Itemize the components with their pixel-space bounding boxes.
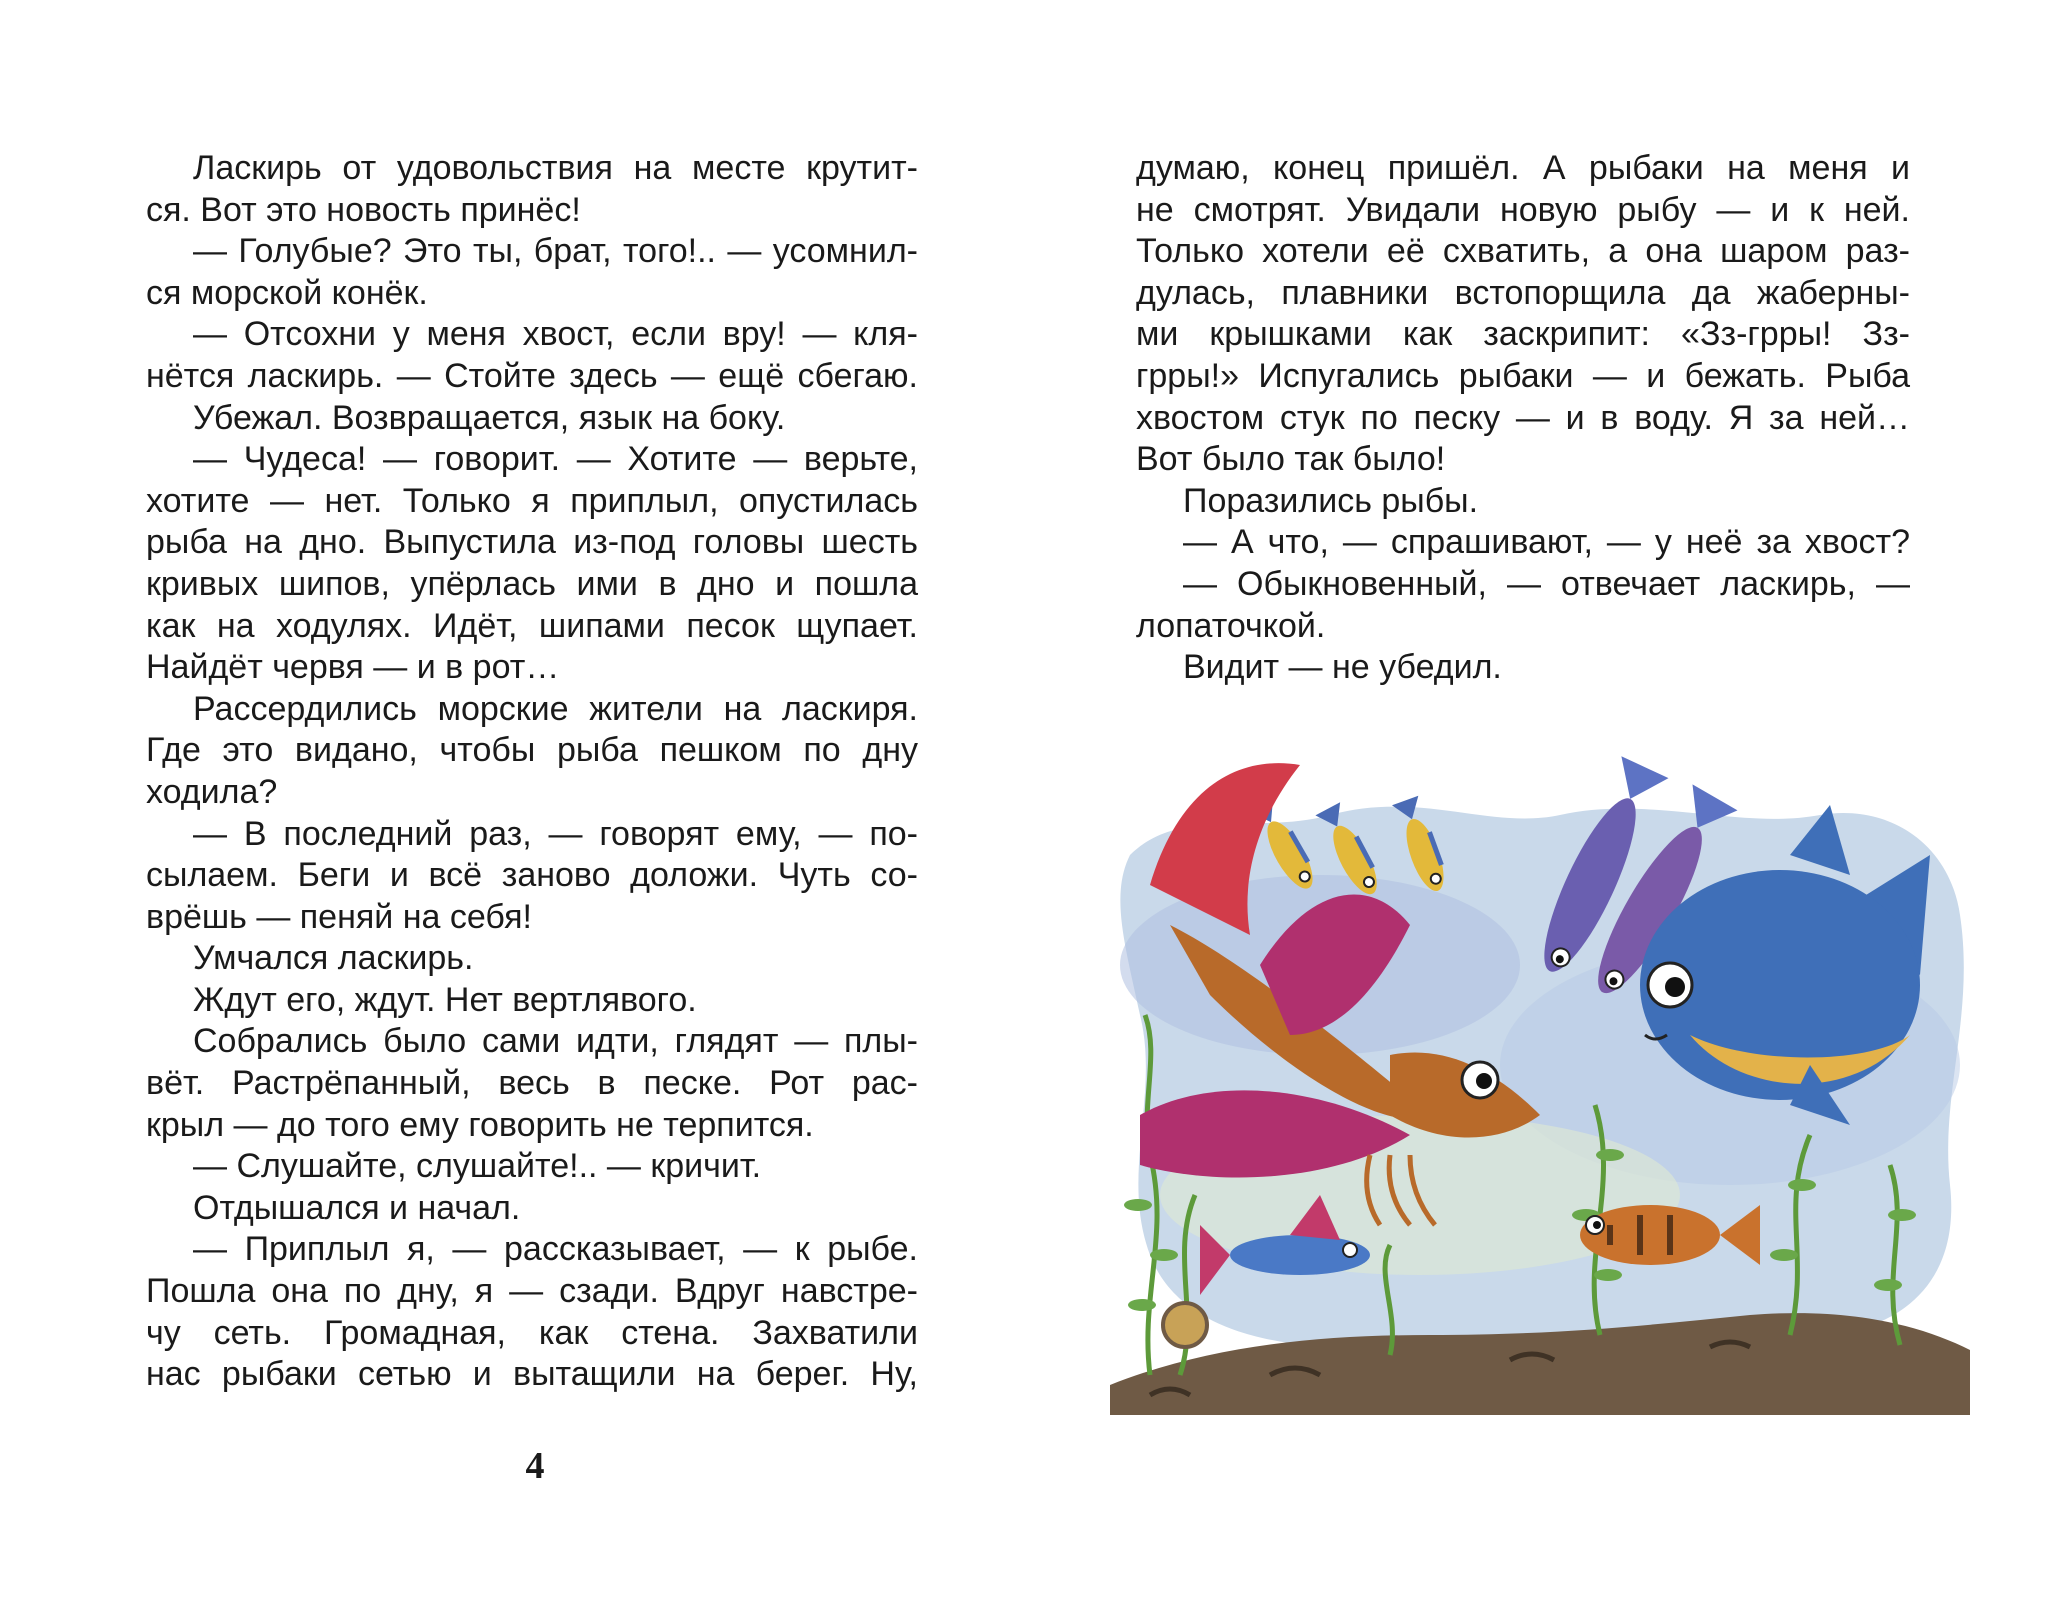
text-line: ходила? — [146, 772, 278, 811]
text-line: Найдёт червя — и в рот… — [146, 648, 560, 687]
text-line: — Обыкновенный, — отвечает ласкирь, — — [1183, 564, 1910, 603]
text-line: — В последний раз, — говорят ему, — по- — [193, 814, 918, 853]
text-line: — Голубые? Это ты, брат, того!.. — усомнил- — [193, 232, 918, 271]
text-line: ся морской конёк. — [146, 273, 428, 312]
text-line: крыл — до того ему говорить не терпится. — [146, 1105, 814, 1144]
text-line: Вот было так было! — [1136, 440, 1446, 479]
text-line: — А что, — спрашивают, — у неё за хвост? — [1183, 523, 1910, 562]
text-line: врёшь — пеняй на себя! — [146, 897, 532, 936]
text-line: чу сеть. Громадная, как стена. Захватили — [146, 1313, 918, 1352]
fish-illustration — [1090, 735, 1990, 1435]
text-line: ми крышками как заскрипит: «Зз-грры! Зз- — [1136, 315, 1910, 354]
text-line: нётся ласкирь. — Стойте здесь — ещё сбегаю. — [146, 356, 918, 395]
text-line: Ласкирь от удовольствия на месте крутит- — [193, 149, 918, 187]
text-line: рыба на дно. Выпустила из-под головы шесть — [146, 523, 918, 562]
text-line: — Отсохни у меня хвост, если вру! — кля- — [193, 315, 918, 354]
text-line: Рассердились морские жители на ласкиря. — [193, 689, 918, 728]
text-line: хотите — нет. Только я приплыл, опустилась — [146, 481, 918, 520]
text-line: Ждут его, ждут. Нет вертлявого. — [193, 980, 697, 1019]
text-line: нас рыбаки сетью и вытащили на берег. Ну, — [146, 1355, 918, 1394]
text-line: — Приплыл я, — рассказывает, — к рыбе. — [193, 1230, 918, 1269]
text-line: лопаточкой. — [1136, 606, 1326, 645]
text-line: дулась, плавники встопорщила да жаберны- — [1136, 273, 1910, 312]
left-page-text — [146, 148, 918, 1396]
text-line: Видит — не убедил. — [1183, 648, 1502, 687]
text-line: ся. Вот это новость принёс! — [146, 190, 581, 229]
text-line: не смотрят. Увидали новую рыбу — и к ней. — [1136, 190, 1910, 229]
text-line: Поразились рыбы. — [1183, 481, 1479, 520]
text-line: грры!» Испугались рыбаки — и бежать. Рыба — [1136, 356, 1910, 395]
text-line: хвостом стук по песку — и в воду. Я за ней… — [1136, 398, 1910, 437]
text-line: сылаем. Беги и всё заново доложи. Чуть со- — [146, 856, 918, 895]
text-line: думаю, конец пришёл. А рыбаки на меня и — [1136, 149, 1910, 187]
page-number: 4 — [525, 1445, 545, 1487]
text-line: как на ходулях. Идёт, шипами песок щупает. — [146, 606, 918, 645]
text-line: — Слушайте, слушайте!.. — кричит. — [193, 1147, 762, 1186]
text-line: — Чудеса! — говорит. — Хотите — верьте, — [193, 440, 918, 479]
text-line: Собрались было сами идти, глядят — плы- — [193, 1022, 918, 1061]
text-line: кривых шипов, упёрлась ими в дно и пошла — [146, 564, 918, 603]
text-line: Где это видано, чтобы рыба пешком по дну — [146, 731, 918, 770]
text-line: Отдышался и начал. — [193, 1188, 521, 1227]
text-line: Только хотели её схватить, а она шаром раз- — [1136, 232, 1910, 271]
text-line: Пошла она по дну, я — сзади. Вдруг навстре- — [146, 1272, 918, 1311]
text-line: Убежал. Возвращается, язык на боку. — [193, 398, 786, 437]
text-line: вёт. Растрёпанный, весь в песке. Рот рас- — [146, 1064, 918, 1103]
text-line: Умчался ласкирь. — [193, 939, 474, 978]
right-page-text — [1136, 148, 1910, 689]
